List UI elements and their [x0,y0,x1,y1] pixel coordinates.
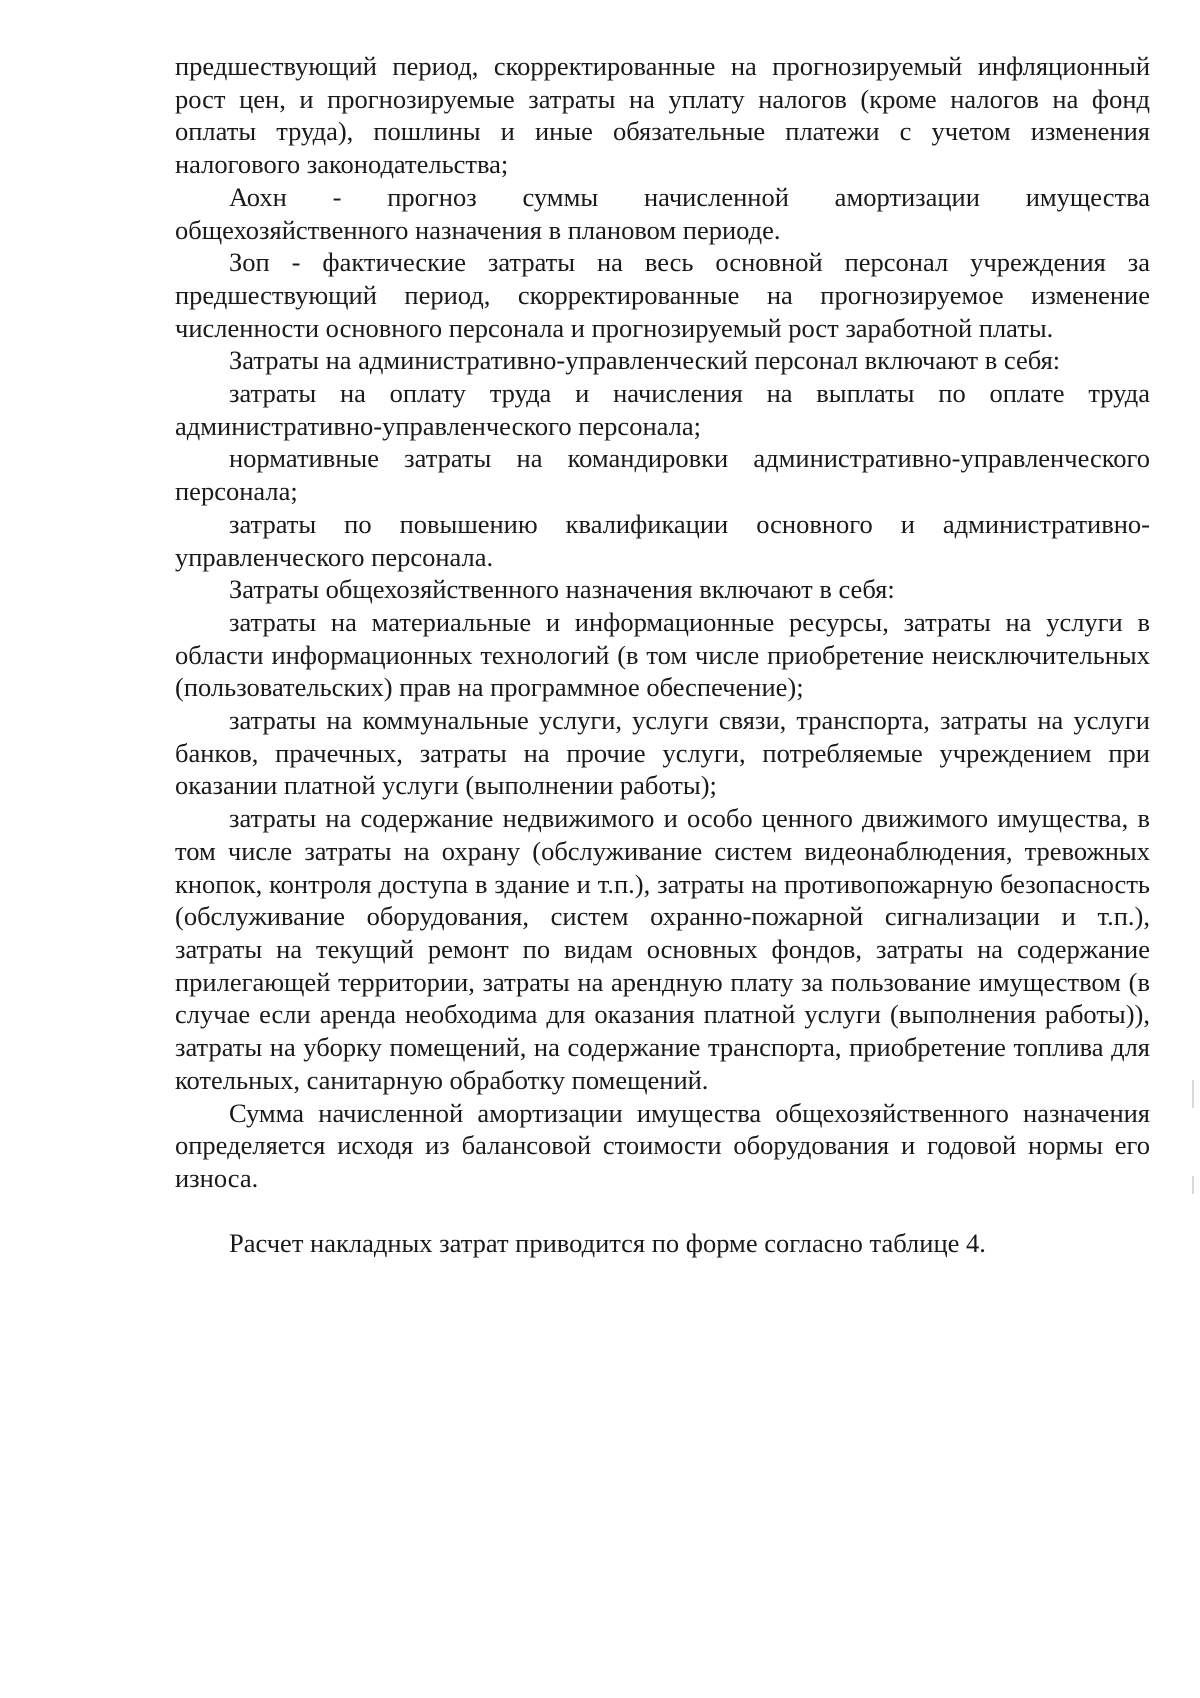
document-body [175,50,1150,1260]
paragraph-depreciation: Сумма начисленной амортизации имущества общехозяйственного назначения определяется исходя из балансовой стоимости оборудования и годовой нормы его износа. [175,1097,1150,1193]
paragraph-general-costs-heading: Затраты общехозяйственного назначения включают в себя: [229,574,895,605]
paragraph-admin-costs-heading: Затраты на административно-управленческий персонал включают в себя: [229,345,1061,376]
scan-edge-mark [1192,1080,1194,1108]
paragraph-continuation: предшествующий период, скорректированные на прогнозируемый инфляционный рост цен, и прогнозируемые затраты на уплату налогов (кроме налогов на фонд оплаты труда), пошлины и иные обязательные платежи с учетом изменения налогового законодательства; [175,51,1150,180]
paragraph-admin-salary: затраты на оплату труда и начисления на выплаты по оплате труда административно-управленческого персонала; [175,378,1150,441]
paragraph-property-maintenance: затраты на содержание недвижимого и особо ценного движимого имущества, в том числе затраты на охрану (обслуживание систем видеонаблюдения, тревожных кнопок, контроля доступа в здание и т.п.), затраты на противопожарную безопасность (обслуживание оборудования, систем охранно-пожарной сигнализации и т.п.), затраты на текущий ремонт по видам основных фондов, затраты на содержание прилегающей территории, затраты на арендную плату за пользование имуществом (в случае если аренда необходима для оказания платной услуги (выполнения работы)), затраты на уборку помещений, на содержание транспорта, приобретение топлива для котельных, санитарную обработку помещений. [175,803,1150,1095]
paragraph-qualification: затраты по повышению квалификации основного и административно-управленческого персонала. [175,508,1150,572]
paragraph-aohn-definition: Аохн - прогноз суммы начисленной амортизации имущества общехозяйственного назначения в плановом периоде. [175,181,1150,245]
paragraph-zop-definition: Зоп - фактические затраты на весь основной персонал учреждения за предшествующий период, скорректированные на прогнозируемое изменение численности основного персонала и прогнозируемый рост заработной платы. [175,247,1150,343]
paragraph-material-resources: затраты на материальные и информационные ресурсы, затраты на услуги в области информационных технологий (в том числе приобретение неисключительных (пользовательских) прав на программное обеспечение); [175,606,1150,703]
scan-edge-mark [1192,1176,1194,1194]
paragraph-utilities: затраты на коммунальные услуги, услуги связи, транспорта, затраты на услуги банков, прачечных, затраты на прочие услуги, потребляемые учреждением при оказании платной услуги (выполнении работы); [175,705,1150,801]
paragraph-admin-travel: нормативные затраты на командировки административно-управленческого персонала; [175,443,1150,507]
paragraph-table-reference: Расчет накладных затрат приводится по форме согласно таблице 4. [229,1228,986,1259]
